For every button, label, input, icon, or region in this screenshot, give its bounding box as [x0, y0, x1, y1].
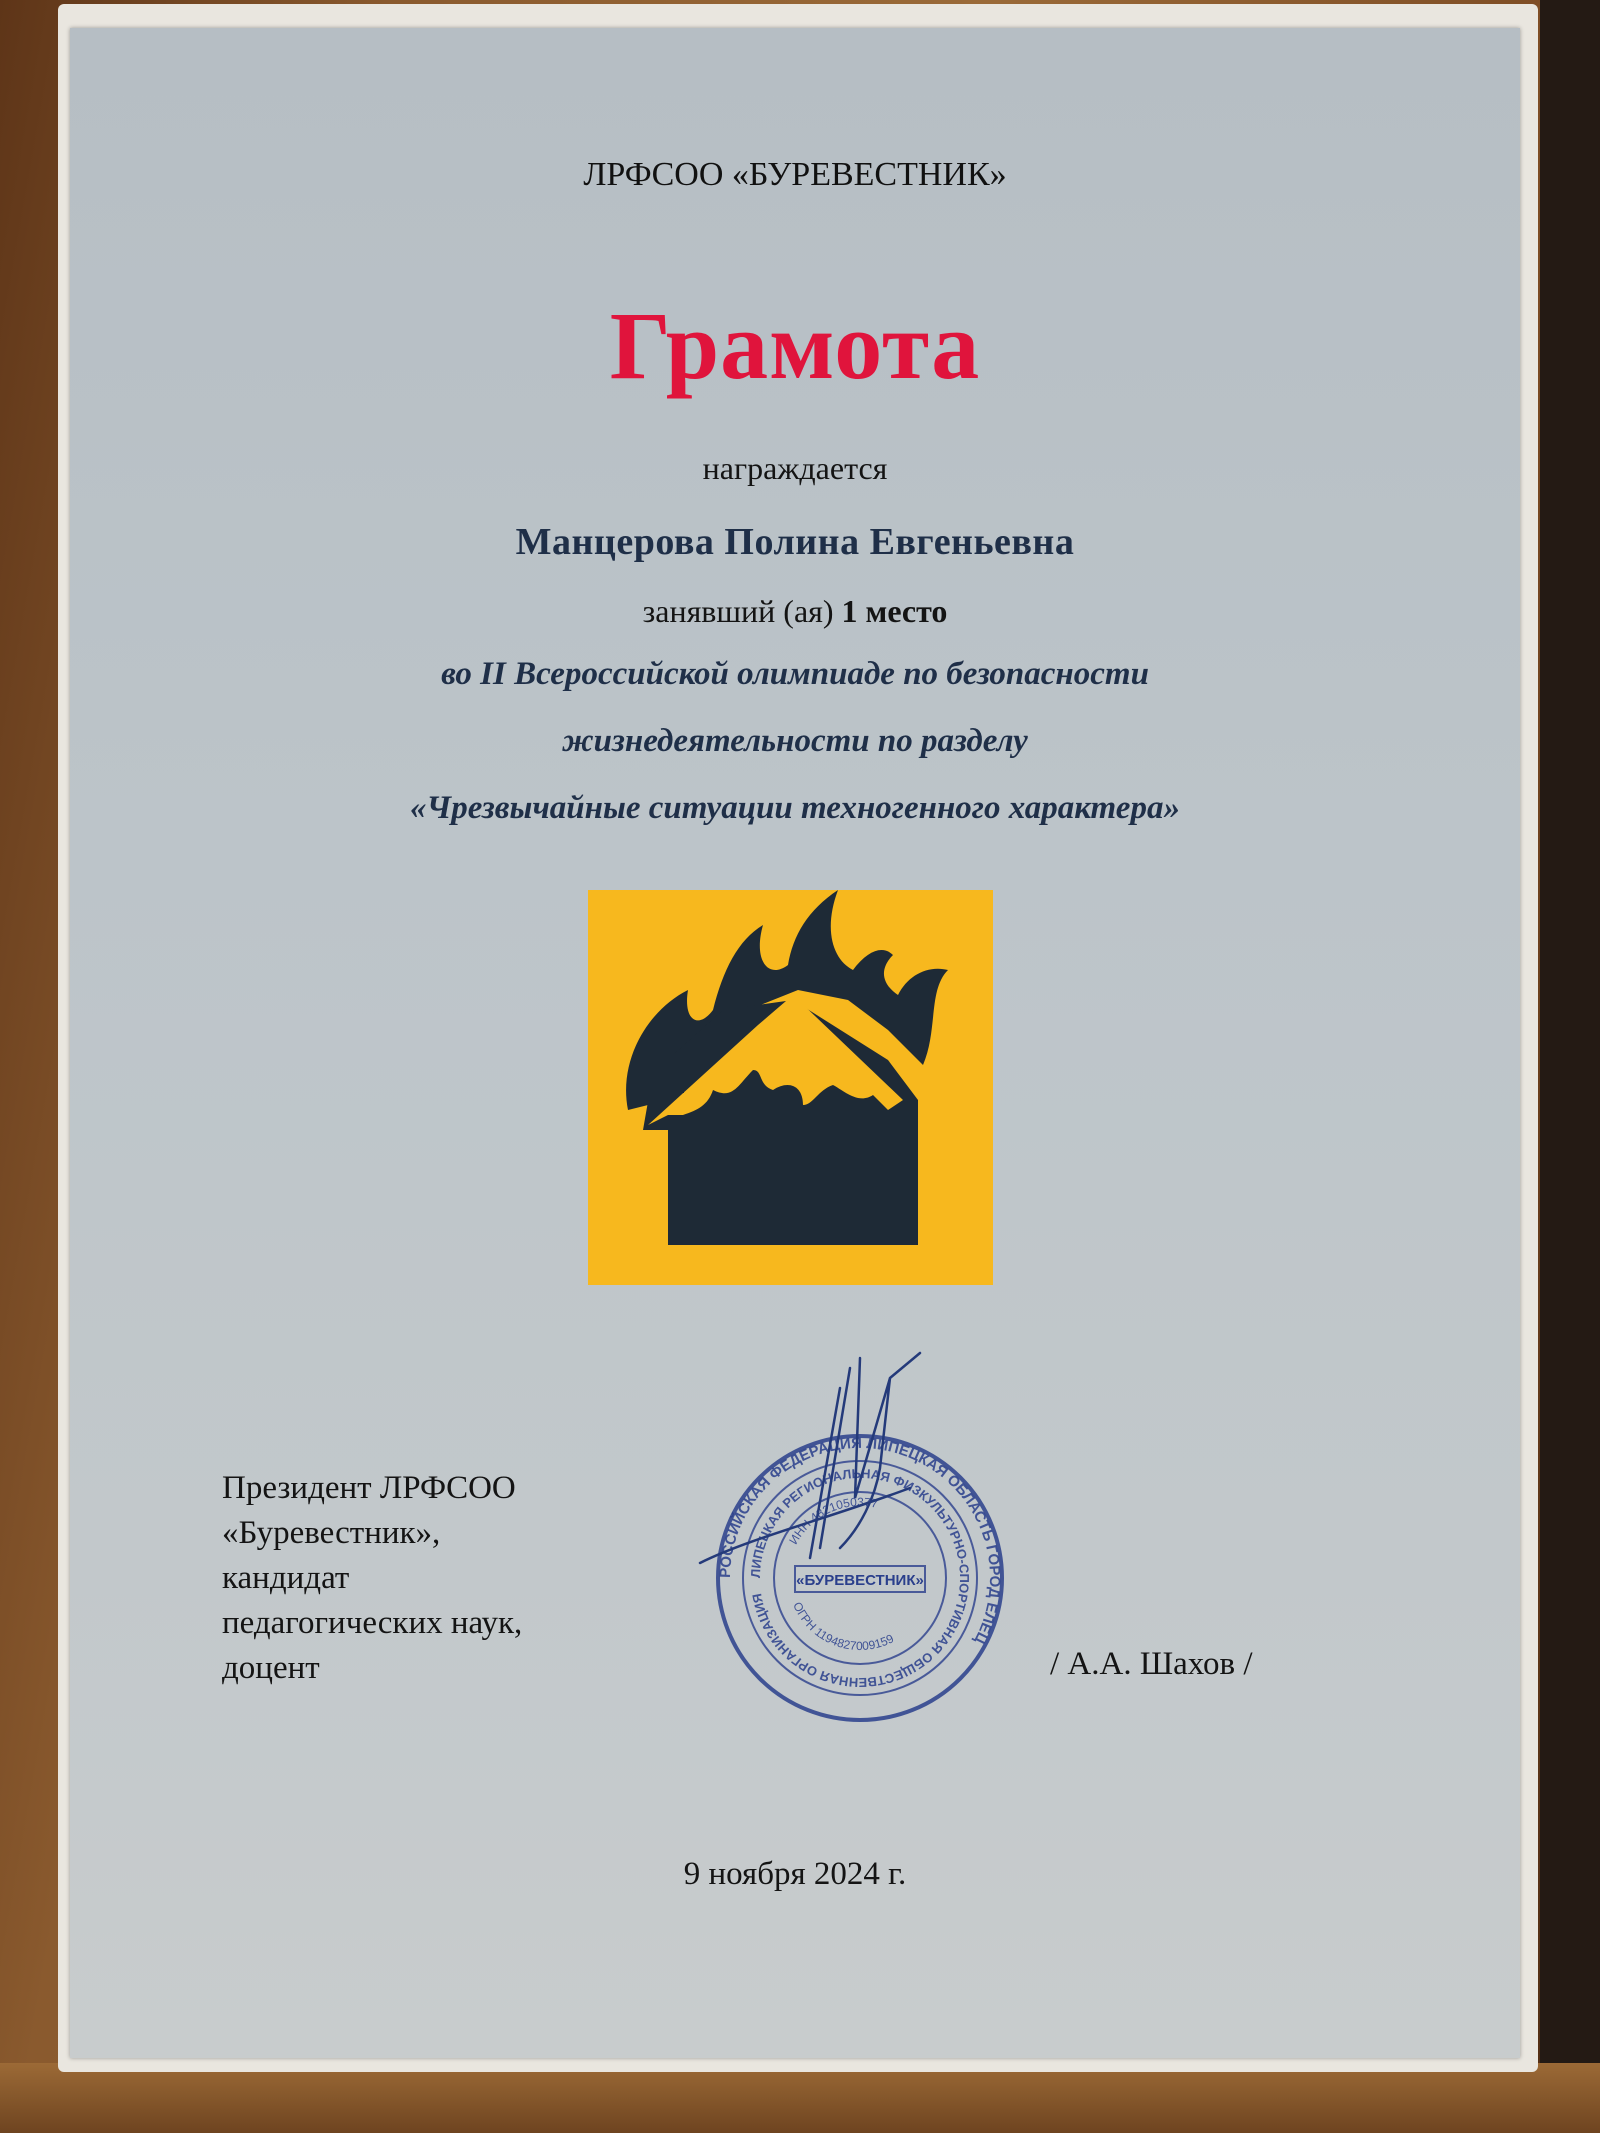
signatory-line: Президент ЛРФСОО — [222, 1470, 516, 1506]
place-value: 1 место — [841, 593, 948, 629]
round-seal-icon — [690, 1348, 1030, 1728]
place-prefix: занявший (ая) — [642, 593, 834, 629]
competition-line-1: во II Всероссийской олимпиаде по безопасности — [441, 656, 1149, 692]
place-line — [70, 593, 1520, 630]
competition-line-3: «Чрезвычайные ситуации техногенного характера» — [410, 790, 1180, 826]
stamp-ogrn: ОГРН 1194827009159 — [790, 1599, 896, 1654]
frame-bottom — [0, 2063, 1600, 2133]
signatory-line: педагогических наук, — [222, 1605, 523, 1641]
stamp-center: «БУРЕВЕСТНИК» — [796, 1572, 924, 1589]
competition-line-2: жизнедеятельности по разделу — [562, 723, 1028, 759]
stamp-middle-text: ЛИПЕЦКАЯ РЕГИОНАЛЬНАЯ ФИЗКУЛЬТУРНО-СПОРТИВНАЯ ОБЩЕСТВЕННАЯ ОРГАНИЗАЦИЯ — [747, 1465, 973, 1691]
certificate-sheet — [70, 28, 1520, 2058]
stamp-inn: ИНН 4821050377 — [786, 1494, 880, 1547]
background-shadow — [1540, 0, 1600, 2133]
awarded-text: награждается — [702, 450, 888, 486]
signatory-line: кандидат — [222, 1560, 350, 1596]
signatory-block — [222, 1466, 522, 1691]
house-on-fire-icon — [588, 890, 993, 1285]
signatory-line: «Буревестник», — [222, 1515, 441, 1551]
recipient-name: Манцерова Полина Евгеньевна — [515, 521, 1075, 563]
signer-name: / А.А. Шахов / — [1050, 1646, 1253, 1682]
stamp-outer-text: РОССИЙСКАЯ ФЕДЕРАЦИЯ ЛИПЕЦКАЯ ОБЛАСТЬ ГОРОД ЕЛЕЦ — [716, 1434, 1004, 1647]
signatory-line: доцент — [222, 1650, 320, 1686]
certificate-title: Грамота — [609, 292, 981, 399]
certificate-date: 9 ноября 2024 г. — [683, 1856, 907, 1892]
organization-name: ЛРФСОО «БУРЕВЕСТНИК» — [583, 156, 1007, 193]
